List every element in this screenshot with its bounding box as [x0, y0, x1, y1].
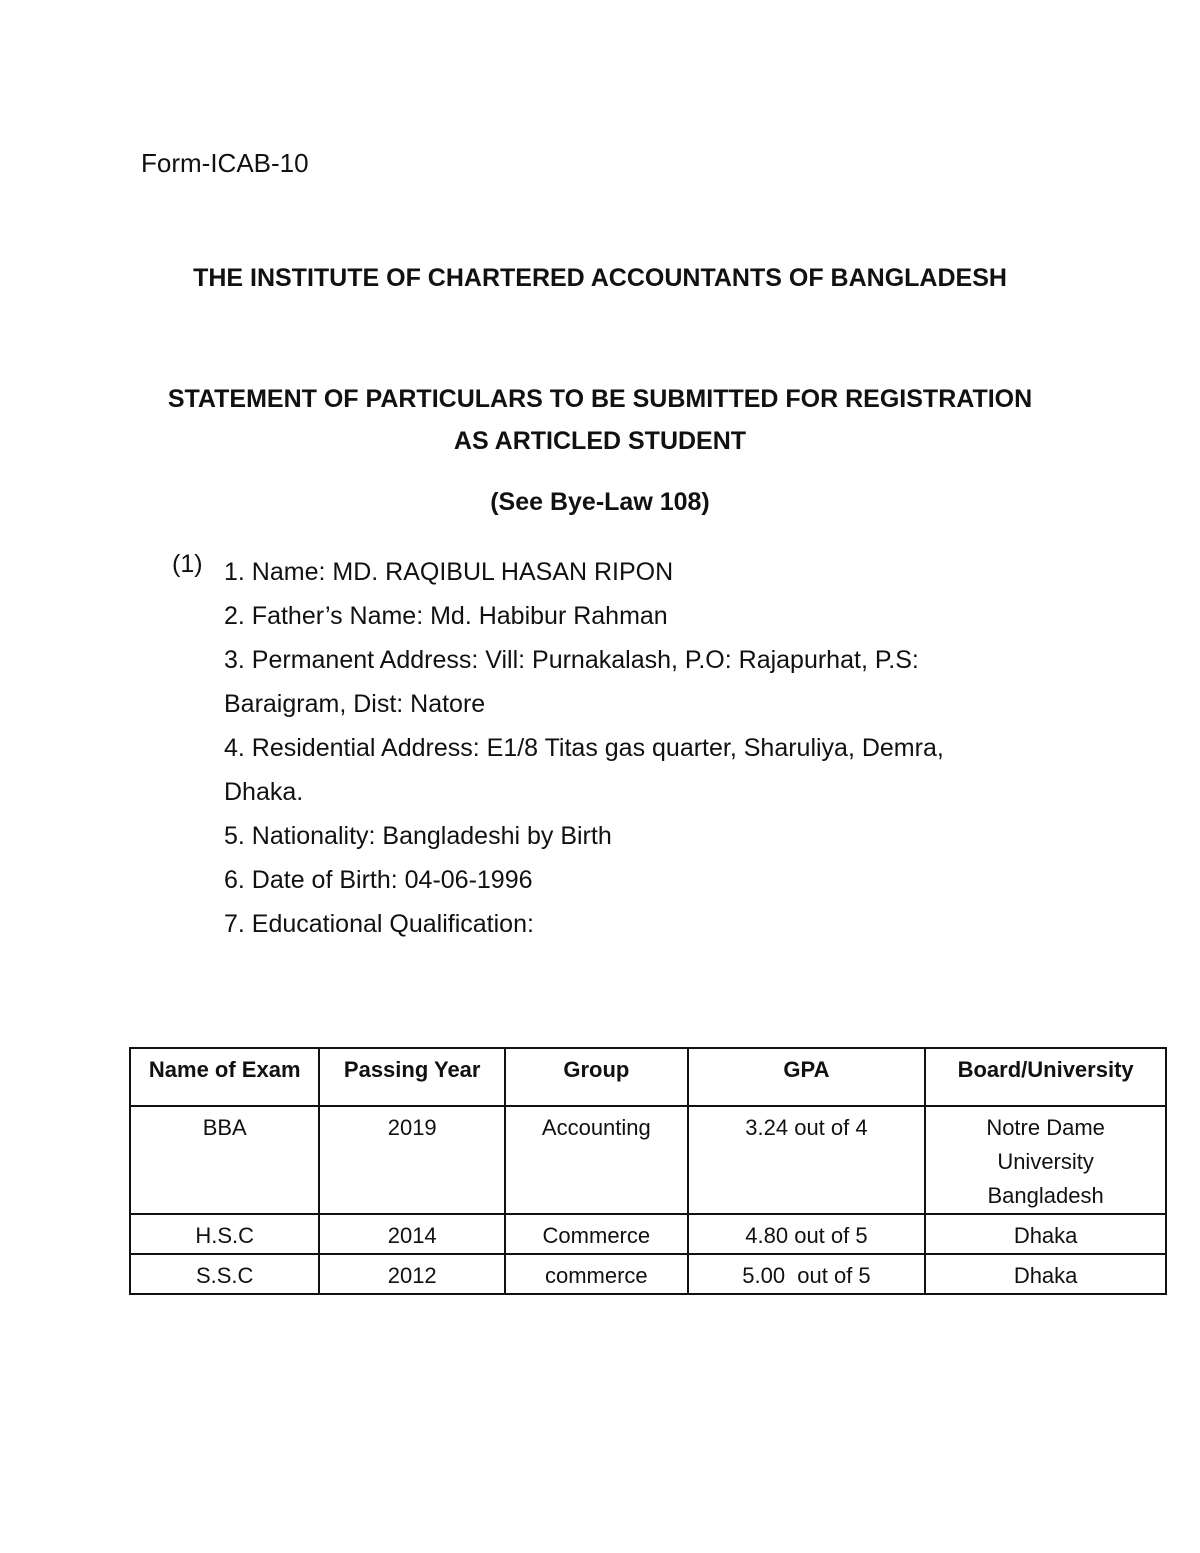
cell-group: commerce — [505, 1254, 688, 1294]
cell-gpa: 4.80 out of 5 — [688, 1214, 926, 1254]
particular-nationality: 5. Nationality: Bangladeshi by Birth — [224, 822, 612, 850]
cell-group: Accounting — [505, 1106, 688, 1214]
cell-exam: H.S.C — [130, 1214, 319, 1254]
header-passing-year: Passing Year — [319, 1048, 505, 1106]
table-row — [130, 1254, 1166, 1294]
particular-educational-qualification: 7. Educational Qualification: — [224, 910, 534, 938]
form-code: Form-ICAB-10 — [141, 148, 309, 178]
cell-year: 2019 — [319, 1106, 505, 1214]
cell-exam: S.S.C — [130, 1254, 319, 1294]
table-row — [130, 1214, 1166, 1254]
header-group: Group — [505, 1048, 688, 1106]
header-exam: Name of Exam — [130, 1048, 319, 1106]
cell-board: Dhaka — [925, 1254, 1166, 1294]
statement-heading — [0, 378, 1200, 462]
cell-group: Commerce — [505, 1214, 688, 1254]
table-header-row — [130, 1048, 1166, 1106]
cell-gpa: 3.24 out of 4 — [688, 1106, 926, 1214]
institute-title: THE INSTITUTE OF CHARTERED ACCOUNTANTS OF BANGLADESH — [193, 264, 1007, 292]
particular-father-name: 2. Father’s Name: Md. Habibur Rahman — [224, 602, 668, 630]
cell-year: 2014 — [319, 1214, 505, 1254]
particular-date-of-birth: 6. Date of Birth: 04-06-1996 — [224, 866, 533, 894]
board-line-2: University — [997, 1149, 1094, 1174]
particular-name: 1. Name: MD. RAQIBUL HASAN RIPON — [224, 558, 674, 586]
particular-residential-address-cont: Dhaka. — [224, 778, 304, 806]
cell-year: 2012 — [319, 1254, 505, 1294]
cell-board — [925, 1106, 1166, 1214]
cell-gpa: 5.00 out of 5 — [688, 1254, 926, 1294]
particular-permanent-address-cont: Baraigram, Dist: Natore — [224, 690, 486, 718]
bye-law-reference: (See Bye-Law 108) — [490, 488, 710, 516]
particulars-list — [224, 550, 1124, 946]
board-line-3: Bangladesh — [987, 1183, 1104, 1208]
cell-exam: BBA — [130, 1106, 319, 1214]
table-row — [130, 1106, 1166, 1214]
header-gpa: GPA — [688, 1048, 926, 1106]
statement-line-2: AS ARTICLED STUDENT — [453, 427, 747, 455]
particular-residential-address: 4. Residential Address: E1/8 Titas gas quarter, Sharuliya, Demra, — [224, 734, 944, 762]
particular-permanent-address: 3. Permanent Address: Vill: Purnakalash, P.O: Rajapurhat, P.S: — [224, 646, 919, 674]
section-marker: (1) — [172, 550, 203, 578]
education-table — [129, 1047, 1167, 1295]
header-board-university: Board/University — [925, 1048, 1166, 1106]
cell-board: Dhaka — [925, 1214, 1166, 1254]
board-line-1: Notre Dame — [986, 1115, 1105, 1140]
statement-line-1: STATEMENT OF PARTICULARS TO BE SUBMITTED FOR REGISTRATION — [167, 385, 1033, 413]
